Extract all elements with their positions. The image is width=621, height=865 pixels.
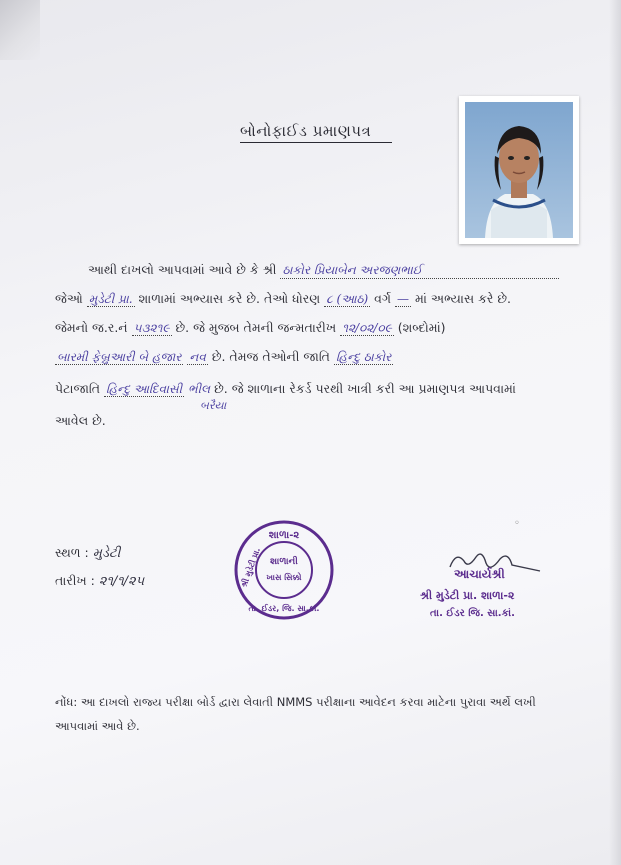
- paper-corner-shadow: [0, 0, 40, 60]
- line2-mid: શાળામાં અભ્યાસ કરે છે. તેઓ ધોરણ: [138, 291, 321, 306]
- register-number: ૫૩૨૧૯: [133, 321, 170, 335]
- line3-prefix: જેમનો જ.ર.નં: [55, 320, 128, 335]
- paper-edge: [609, 0, 621, 865]
- line2-class: વર્ગ: [374, 291, 392, 306]
- place-row: [55, 545, 120, 561]
- body-line-1: [88, 262, 559, 279]
- principal-title: આચાર્યશ્રી: [454, 567, 505, 581]
- body-line-5: [55, 381, 516, 397]
- sub-caste-value: હિન્દુ આદિવાસી: [106, 382, 183, 396]
- student-name: ઠાકોર પ્રિયાબેન અરજણભાઈ: [282, 263, 423, 277]
- birth-date: ૧૨/૦૨/૦૯: [342, 321, 392, 335]
- line2-prefix: જેઓ: [55, 291, 83, 306]
- line4-mid: છે. તેમજ તેઓની જાતિ: [211, 349, 330, 364]
- note-line-1: નોંધ: આ દાખલો રાજ્ય પરીક્ષા બોર્ડ દ્વારા લેવાતી NMMS પરીક્ષાના આવેદન કરવા માટેના પુરાવા અર્થે લખી: [55, 695, 536, 709]
- date-row: [55, 573, 144, 589]
- principal-signature-block: [420, 545, 570, 625]
- body-line-6: આવેલ છે.: [55, 413, 106, 428]
- line3-mid: છે. જે મુજબ તેમની જન્મતારીખ: [175, 320, 337, 335]
- place-label: સ્થળ :: [55, 545, 89, 560]
- stamp-taluka: તા. ઈડર જિ. સા.કાં.: [430, 608, 515, 619]
- place-value: મુડેટી: [92, 546, 121, 561]
- student-name-field: [280, 262, 559, 279]
- body-line-4: [55, 349, 393, 365]
- birth-date-words: બારમી ફેબ્રુઆરી બે હજાર: [57, 350, 182, 364]
- line3-suffix: (શબ્દોમાં): [397, 320, 446, 335]
- stamp-school-name: શ્રી મુડેટી પ્રા. શાળા-૨: [420, 589, 515, 602]
- note-line-2: આપવામાં આવે છે.: [55, 719, 140, 733]
- certificate-title: બોનોફાઈડ પ્રમાણપત્ર: [240, 122, 392, 143]
- stamp-center-text-2: ખાસ સિક્કો: [266, 573, 302, 582]
- intro-text: આથી દાખલો આપવામાં આવે છે કે શ્રી: [88, 262, 277, 277]
- page-mark: ◦: [514, 518, 520, 529]
- sub-caste-note: બરૈયા: [200, 399, 227, 412]
- caste-value: હિન્દુ ઠાકોર: [335, 350, 392, 364]
- body-line-3: [55, 320, 446, 336]
- school-round-stamp: [232, 518, 336, 626]
- birth-year-words: નવ: [189, 350, 206, 364]
- date-label: તારીખ :: [55, 573, 95, 588]
- standard-value: ૮ (આઠ): [326, 292, 369, 306]
- line2-suffix: માં અભ્યાસ કરે છે.: [415, 291, 511, 306]
- school-name: મુડેટી પ્રા.: [88, 292, 133, 306]
- division-value: —: [397, 292, 410, 306]
- stamp-center-text-1: શાળાની: [270, 557, 298, 567]
- sub-caste-extra: ભીલ: [188, 382, 211, 396]
- date-value: ૨૧/૧/૨૫: [98, 574, 145, 589]
- body-line-2: [55, 291, 511, 307]
- line5-suffix: છે. જે શાળાના રેકર્ડ પરથી ખાત્રી કરી આ પ્રમાણપત્ર આપવામાં: [214, 381, 516, 396]
- student-photo: [459, 96, 579, 244]
- student-portrait-image: [465, 102, 573, 238]
- stamp-bottom-text: તા. ઈડર, જિ. સા.કાં.: [248, 604, 320, 613]
- line5-prefix: પેટાજાતિ: [55, 381, 101, 396]
- stamp-left-text: શ્રી મુડેટી પ્રા.: [239, 546, 263, 589]
- stamp-top-text: શાળા-૨: [268, 530, 300, 541]
